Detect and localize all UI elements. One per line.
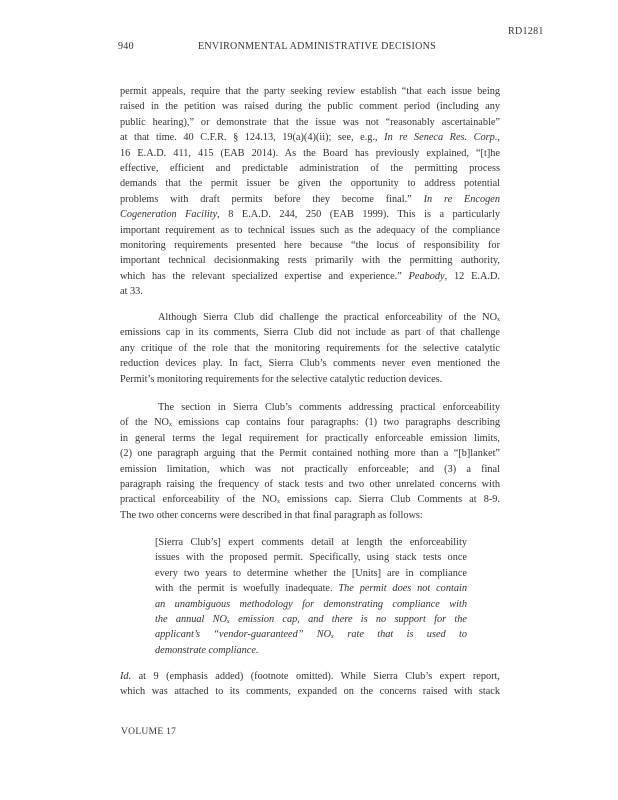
block-quote <box>155 535 467 658</box>
text-segment: permit appeals, require that the party seeking review establish “that each issue being <box>120 86 500 97</box>
text-segment: [Sierra Club’s] expert comments detail at length the enforceability <box>155 537 467 548</box>
text-line <box>120 146 500 161</box>
italic-text: Id. <box>120 671 132 682</box>
text-segment: Permit’s monitoring requirements for the selective catalytic reduction devices. <box>120 373 443 385</box>
paragraph-sierra-club-challenge <box>120 310 500 387</box>
text-segment: with the permit is woefully inadequate. <box>155 583 339 595</box>
text-segment: Although Sierra Club did challenge the practical enforceability of the NOₓ <box>158 312 500 323</box>
text-line <box>155 535 467 550</box>
text-segment: which was attached to its comments, expanded on the concerns raised with stack <box>120 686 500 698</box>
text-segment: in general terms the legal requirement for practically enforceable emission limits, <box>120 432 500 444</box>
text-line <box>120 130 500 145</box>
text-segment: important technical decisionmaking rests primarily with the permitting authority, <box>120 255 500 267</box>
text-line <box>120 269 500 284</box>
text-line <box>120 223 500 238</box>
text-line <box>120 415 500 430</box>
text-segment: at that time. 40 C.F.R. § 124.13, 19(a)(4)(ii); see, e.g., <box>120 132 385 144</box>
text-line <box>120 446 500 461</box>
text-segment: which has the relevant specialized expertise and experience.” <box>120 270 409 282</box>
text-segment: any critique of the role that the monitoring requirements for the selective catalytic <box>120 342 500 354</box>
text-segment: , 8 E.A.D. 244, 250 (EAB 1999). This is a particularly <box>217 209 500 221</box>
text-line <box>120 115 500 130</box>
text-line <box>155 550 467 565</box>
text-line <box>120 684 500 699</box>
text-line <box>120 492 500 507</box>
text-segment: (2) one paragraph arguing that the Permit contained nothing more than a “[b]lanket” <box>120 448 500 460</box>
text-segment: The section in Sierra Club’s comments addressing practical enforceability <box>158 402 500 413</box>
italic-text: applicant’s “vendor-guaranteed” NOₓ rate that is used to <box>155 629 467 641</box>
text-segment: demands that the permit issuer be given the opportunity to address potential <box>120 178 500 190</box>
text-line <box>120 325 500 340</box>
paragraph-permit-appeals <box>120 84 500 299</box>
text-line <box>155 627 467 642</box>
text-line <box>155 612 467 627</box>
text-line <box>120 341 500 356</box>
text-segment: practical enforceability of the NOₓ emissions cap. Sierra Club Comments at 8-9. <box>120 494 500 506</box>
text-line <box>120 400 500 415</box>
italic-text: Peabody <box>408 270 445 282</box>
text-segment: at 33. <box>120 286 143 298</box>
text-segment: monitoring requirements presented here because “the locus of responsibility for <box>120 239 500 251</box>
document-id: RD1281 <box>508 26 544 37</box>
text-segment: , 12 E.A.D. <box>444 270 500 282</box>
text-line <box>120 99 500 114</box>
italic-text: an unambiguous methodology for demonstrating compliance with <box>155 598 467 610</box>
text-line <box>120 192 500 207</box>
paragraph-comments-section <box>120 400 500 523</box>
text-line <box>120 84 500 99</box>
italic-text: In re Seneca Res. Corp., <box>384 132 500 144</box>
text-segment: 16 E.A.D. 411, 415 (EAB 2014). As the Board has previously explained, “[t]he <box>120 147 500 159</box>
text-line <box>120 253 500 268</box>
text-line <box>155 597 467 612</box>
page-number: 940 <box>118 41 134 52</box>
text-segment: effective, efficient and predictable administration of the permitting process <box>120 162 500 174</box>
italic-text: the annual NOₓ emission cap, and there is no support for the <box>155 613 467 625</box>
text-line <box>120 161 500 176</box>
text-segment: emission limitation, which was not practically enforceable; and (3) a final <box>120 463 500 475</box>
text-line <box>120 508 500 523</box>
text-segment: emissions cap in its comments, Sierra Club did not include as part of that challenge <box>120 327 500 339</box>
text-segment: every two years to determine whether the [Units] are in compliance <box>155 567 467 579</box>
text-segment: of the NOₓ emissions cap contains four paragraphs: (1) two paragraphs describing <box>120 417 500 429</box>
text-line <box>120 669 500 684</box>
text-line <box>155 643 467 658</box>
text-line <box>155 581 467 596</box>
italic-text: demonstrate compliance. <box>155 644 259 656</box>
italic-text: Cogeneration Facility <box>120 209 218 221</box>
text-line <box>120 372 500 387</box>
italic-text: The permit does not contain <box>338 583 468 595</box>
volume-footer: VOLUME 17 <box>121 727 177 737</box>
text-line <box>120 207 500 222</box>
text-segment: reduction devices play. In fact, Sierra Club’s comments never even mentioned the <box>120 358 500 370</box>
text-segment: issues with the proposed permit. Specifically, using stack tests once <box>155 552 467 564</box>
text-segment: The two other concerns were described in that final paragraph as follows: <box>120 509 423 521</box>
text-segment: raised in the petition was raised during the public comment period (including any <box>120 101 500 113</box>
text-line <box>120 238 500 253</box>
text-segment: public hearing),” or demonstrate that the issue was not “reasonably ascertainable” <box>120 116 500 128</box>
text-segment: problems with draft permits before they become final.” <box>120 193 424 205</box>
text-line <box>120 477 500 492</box>
text-line <box>120 431 500 446</box>
italic-text: In re Encogen <box>423 193 500 205</box>
text-line <box>155 566 467 581</box>
text-segment: important requirement as to technical issues such as the adequacy of the compliance <box>120 224 500 236</box>
text-segment: paragraph raising the frequency of stack tests and two other unrelated concerns with <box>120 478 500 490</box>
paragraph-id-citation <box>120 669 500 700</box>
text-line <box>120 462 500 477</box>
text-line <box>120 310 500 325</box>
text-line <box>120 284 500 299</box>
running-title: ENVIRONMENTAL ADMINISTRATIVE DECISIONS <box>198 41 436 52</box>
text-line <box>120 176 500 191</box>
text-line <box>120 356 500 371</box>
text-segment: at 9 (emphasis added) (footnote omitted). While Sierra Club’s expert report, <box>131 671 500 682</box>
